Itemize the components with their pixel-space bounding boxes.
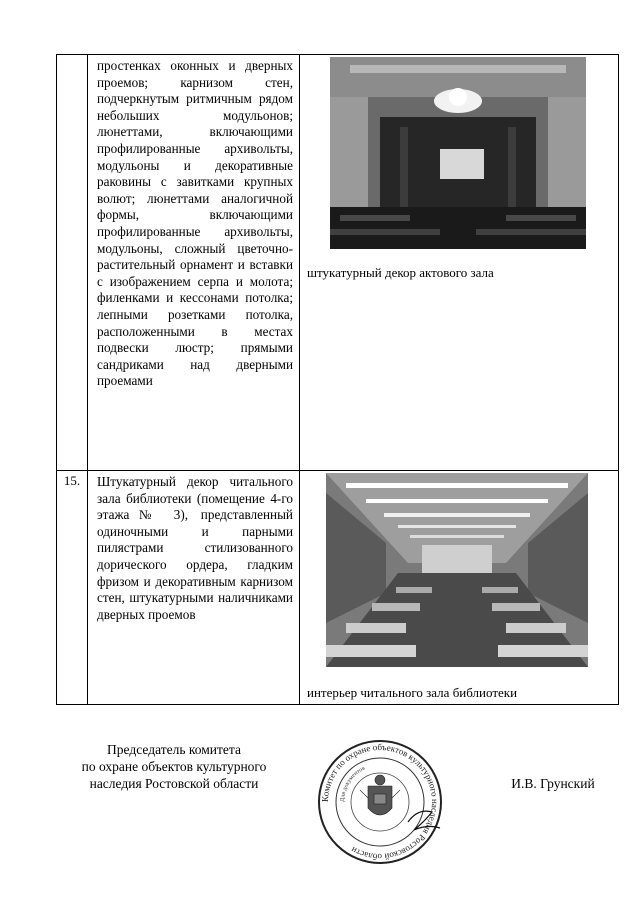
signatory-position [56,741,292,792]
seal-outer-text: Комитет по охране объектов культурного наследия Ростовской области [319,741,441,863]
photo-caption: штукатурный декор актового зала [307,265,494,280]
svg-text:Для документов [340,765,366,802]
reading-hall-photo [326,473,588,667]
row-number: 15. [63,473,81,488]
table-row [57,55,619,471]
official-seal [316,738,444,866]
row-number-cell [57,471,88,705]
photo-caption: интерьер читального зала библиотеки [307,685,518,700]
table-row [57,471,619,705]
assembly-hall-photo [330,57,586,249]
position-line: по охране объектов культурного [81,759,267,774]
object-description: простенках оконных и дверных проемов; карнизом стен, подчеркнутым ритмичным рядом небольших модульонов; люнеттами, включающими профилированные архивольты, модульоны и декоративные раковины с завитками крупных волют; люнеттами аналогичной формы, включающими профилированные архивольты, модульоны, сложный цветочно-растительный орнамент и вставки с изображением серпа и молота; филенками и кессонами потолка; лепными розетками потолка, расположенными в местах подвески люстр; прямыми сандриками над дверными проемами [97,58,293,389]
position-line: наследия Ростовской области [89,776,259,791]
image-cell [300,471,619,705]
description-cell [88,471,300,705]
row-number-cell [57,55,88,471]
coat-of-arms-icon [360,775,400,815]
signatory-name: И.В. Грунский [511,776,595,791]
object-description: Штукатурный декор читального зала библиотеки (помещение 4-го этажа№ 3), представленный одиночными и парными пилястрами стилизованного дорического ордера, гладким фризом и декоративным карнизом стен, штукатурными наличниками дверных проемов [97,474,293,622]
description-cell [88,55,300,471]
row-number [57,55,87,57]
seal-inner-text: Для документов [339,765,367,803]
register-table [56,54,619,705]
position-line: Председатель комитета [107,742,241,757]
image-cell [300,55,619,471]
